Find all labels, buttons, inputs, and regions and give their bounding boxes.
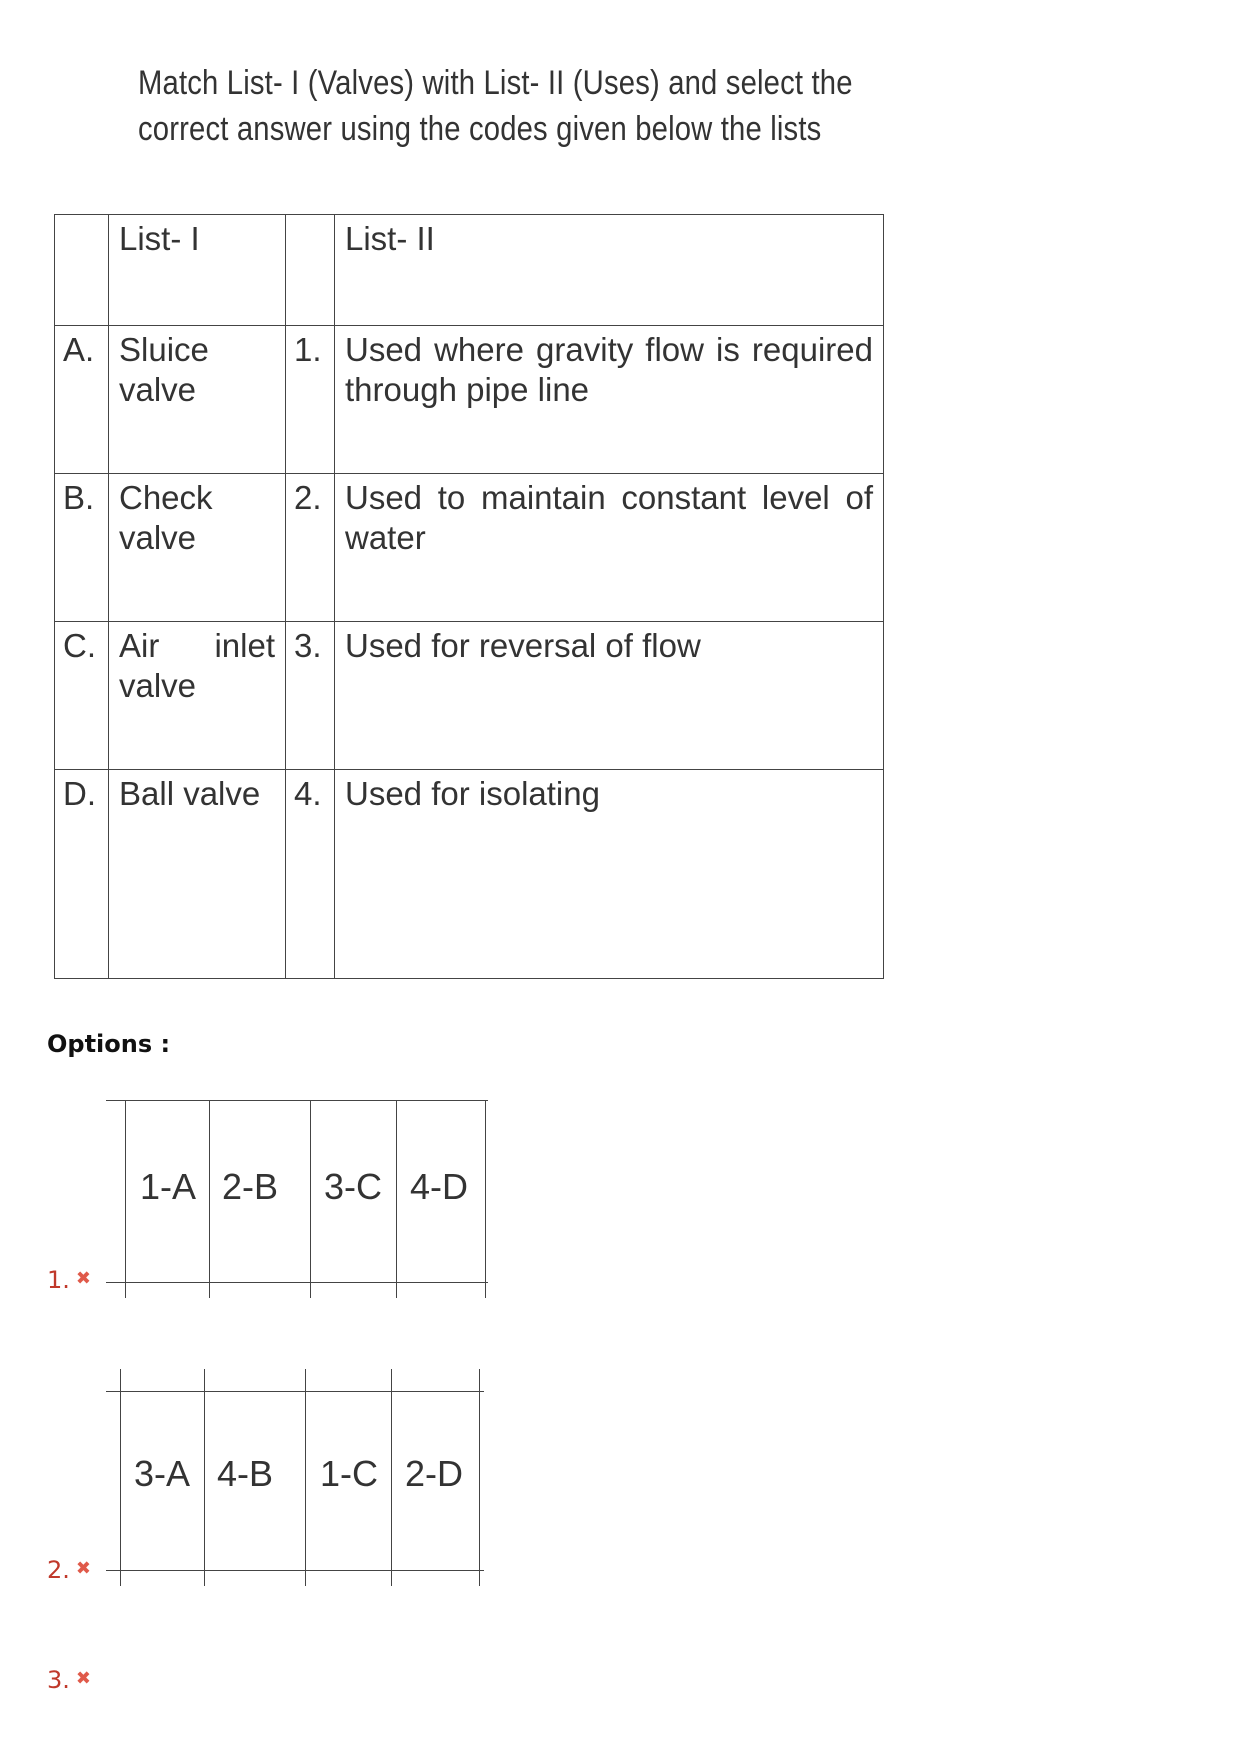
option-2[interactable] [47,1556,91,1584]
cross-icon: ✖ [75,1668,91,1689]
option-code-cell: 2-D [405,1453,464,1494]
valve-use: Used for reversal of flow [335,622,884,770]
valve-name: Ball valve [109,770,286,979]
row-number: 4. [286,770,335,979]
valve-use: Used where gravity flow is required through pipe line [335,326,884,474]
row-letter: B. [55,474,109,622]
valve-name: Air inlet valve [109,622,286,770]
question-line-1: Match List- I (Valves) with List- II (Uses) and select the [138,64,853,102]
options-label: Options : [47,1030,171,1058]
question-text [138,60,853,152]
option-number: 3. [47,1666,70,1694]
row-number: 2. [286,474,335,622]
header-blank-cell [55,215,109,326]
option-code-cell: 3-C [324,1166,383,1207]
table-row [55,474,884,622]
table-header-row [55,215,884,326]
option-number: 2. [47,1556,70,1584]
list1-header: List- I [109,215,286,326]
option-code-cell: 1-A [140,1166,197,1207]
option-code-cell: 2-B [222,1166,279,1207]
option-1[interactable] [47,1266,91,1294]
option-3[interactable] [47,1666,91,1694]
list2-header: List- II [335,215,884,326]
valve-use: Used to maintain constant level of water [335,474,884,622]
option-number: 1. [47,1266,70,1294]
row-number: 3. [286,622,335,770]
cross-icon: ✖ [75,1268,91,1289]
option-code-cell: 3-A [134,1453,191,1494]
valve-name: Check valve [109,474,286,622]
option-code-cell: 4-D [410,1166,469,1207]
row-letter: C. [55,622,109,770]
option-code-cell: 1-C [320,1453,379,1494]
match-table [54,214,884,979]
question-line-2: correct answer using the codes given below the lists [138,110,822,148]
row-number: 1. [286,326,335,474]
table-row [55,326,884,474]
option-code-cell: 4-B [217,1453,274,1494]
row-letter: A. [55,326,109,474]
valve-name: Sluice valve [109,326,286,474]
header-blank-cell [286,215,335,326]
cross-icon: ✖ [75,1558,91,1579]
valve-use: Used for isolating [335,770,884,979]
row-letter: D. [55,770,109,979]
table-row [55,770,884,979]
table-row [55,622,884,770]
